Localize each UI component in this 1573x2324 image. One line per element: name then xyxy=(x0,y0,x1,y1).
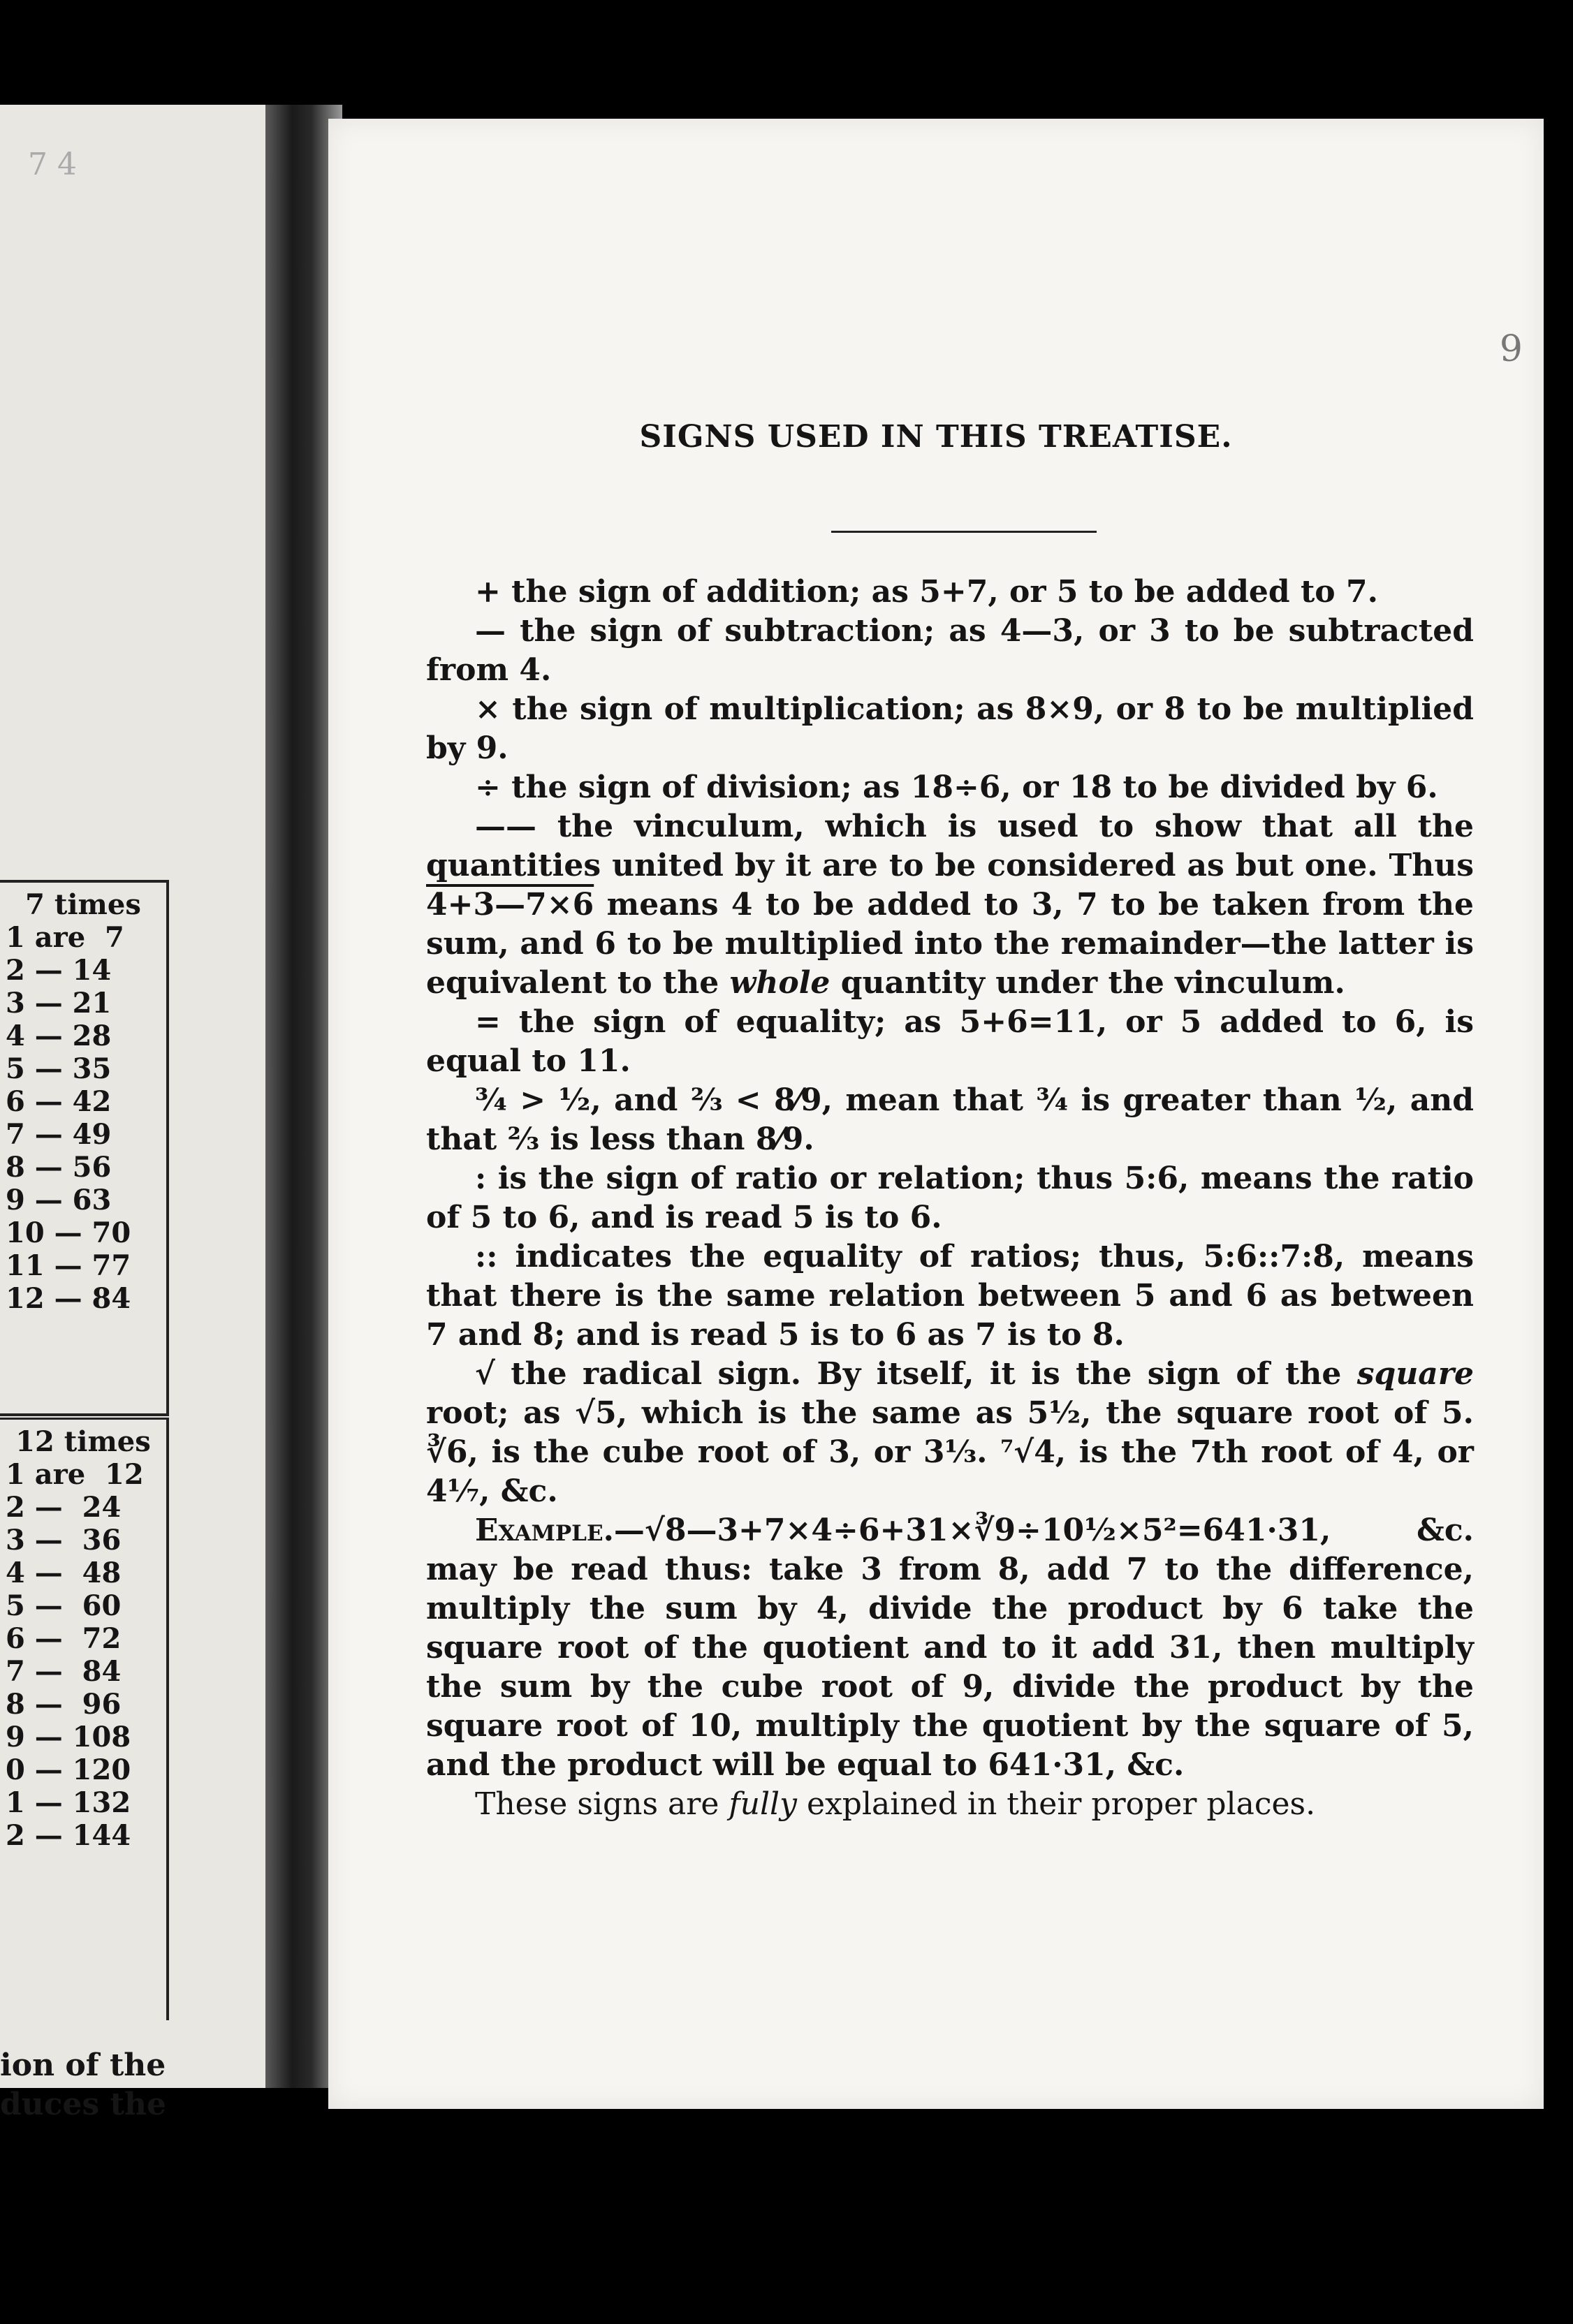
seven-times-table xyxy=(0,880,169,1416)
table-row: 9 — 108 xyxy=(6,1721,131,1753)
table-row: 7 — 84 xyxy=(6,1655,122,1688)
table-row: 8 — 96 xyxy=(6,1688,122,1721)
table-row: 4 — 28 xyxy=(6,1020,112,1052)
table-row: 2 — 14 xyxy=(6,954,112,987)
table-row: 0 — 120 xyxy=(6,1753,131,1786)
para-equality: = the sign of equality; as 5+6=11, or 5 added to 6, is equal to 11. xyxy=(426,1004,1474,1079)
table-row: 1 — 132 xyxy=(6,1786,131,1819)
page-title: SIGNS USED IN THIS TREATISE. xyxy=(639,419,1233,455)
right-page xyxy=(328,119,1544,2109)
para-radical xyxy=(426,1355,1474,1511)
table-row: 2 — 24 xyxy=(6,1491,122,1524)
para-inequality: ¾ > ½, and ⅔ < 8⁄9, mean that ¾ is greater than ½, and that ⅔ is less than 8⁄9. xyxy=(426,1082,1474,1157)
table-row: 1 are 7 xyxy=(6,921,124,954)
table-row: 4 — 48 xyxy=(6,1557,122,1589)
footer-line: ion of the xyxy=(0,2047,166,2083)
para-example xyxy=(426,1511,1474,1785)
table-row: 2 — 144 xyxy=(6,1819,131,1852)
closing-text: explained in their proper places. xyxy=(796,1786,1316,1822)
table-row: 8 — 56 xyxy=(6,1151,112,1184)
table-row: 12 — 84 xyxy=(6,1282,131,1315)
table-row: 11 — 77 xyxy=(6,1249,131,1282)
vinculum-expression: 4+3—7×6 xyxy=(426,887,594,922)
para-ratio: : is the sign of ratio or relation; thus 5:6, means the ratio of 5 to 6, and is read 5 is to 6. xyxy=(426,1161,1474,1235)
table-row: 5 — 60 xyxy=(6,1589,122,1622)
para-multiplication: × the sign of multiplication; as 8×9, or 8 to be multiplied by 9. xyxy=(426,691,1474,766)
left-page-ghost-text: 7 4 xyxy=(28,147,77,182)
twelve-times-heading: 12 times xyxy=(15,1425,151,1458)
table-row: 9 — 63 xyxy=(6,1184,112,1216)
vinculum-text: means 4 to be added to 3, 7 to be taken from the sum, and 6 to be multiplied into the remainder—the latter is equivalent to the xyxy=(426,887,1474,1001)
table-row: 3 — 21 xyxy=(6,987,112,1020)
para-closing xyxy=(426,1785,1474,1824)
radical-text: √ the radical sign. By itself, it is the sign of the xyxy=(475,1356,1357,1392)
page-number: 9 xyxy=(1499,328,1523,370)
table-row: 10 — 70 xyxy=(6,1216,131,1249)
para-proportion: :: indicates the equality of ratios; thus, 5:6::7:8, means that there is the same relation between 5 and 6 as between 7 and 8; and is read 5 is to 6 as 7 is to 8. xyxy=(426,1239,1474,1353)
radical-text: root; as √5, which is the same as 5½, the square root of 5. ∛6, is the cube root of 3, or 3⅓. ⁷√4, is the 7th root of 4, or 4⅐, &c. xyxy=(426,1395,1474,1509)
example-label: Example. xyxy=(475,1513,614,1548)
example-text: —√8—3+7×4÷6+31×∛9÷10½×5²=641·31, &c. may be read thus: take 3 from 8, add 7 to the difference, multiply the sum by 4, divide the product by 6 take the square root of the quotient and to it add 31, then multiply the sum by the cube root of 9, divide the product by the square root of 10, multiply the quotient by the square of 5, and the product will be equal to 641·31, &c. xyxy=(426,1513,1474,1783)
page-body xyxy=(426,573,1474,1824)
vinculum-emphasis: whole xyxy=(729,965,831,1001)
left-page-footer-text xyxy=(0,2046,166,2124)
closing-emphasis: fully xyxy=(729,1786,797,1822)
para-division: ÷ the sign of division; as 18÷6, or 18 to be divided by 6. xyxy=(475,770,1438,805)
table-row: 7 — 49 xyxy=(6,1118,112,1151)
table-row: 5 — 35 xyxy=(6,1052,112,1085)
radical-emphasis: square xyxy=(1356,1356,1474,1392)
twelve-times-table xyxy=(0,1418,169,2020)
title-rule xyxy=(831,531,1097,533)
table-row: 6 — 42 xyxy=(6,1085,112,1118)
para-subtraction: — the sign of subtraction; as 4—3, or 3 to be subtracted from 4. xyxy=(426,613,1474,688)
table-row: 3 — 36 xyxy=(6,1524,122,1557)
seven-times-heading: 7 times xyxy=(25,888,141,921)
closing-text: These signs are xyxy=(475,1786,729,1822)
left-page xyxy=(0,105,293,2122)
footer-line: duces the xyxy=(0,2087,166,2122)
para-addition: + the sign of addition; as 5+7, or 5 to be added to 7. xyxy=(475,574,1378,610)
table-row: 1 are 12 xyxy=(6,1458,144,1491)
vinculum-text: —— the vinculum, which is used to show that all the quantities united by it are to be considered as but one. Thus xyxy=(426,809,1474,883)
vinculum-text: quantity under the vinculum. xyxy=(830,965,1345,1001)
table-row: 6 — 72 xyxy=(6,1622,122,1655)
para-vinculum xyxy=(426,807,1474,1003)
